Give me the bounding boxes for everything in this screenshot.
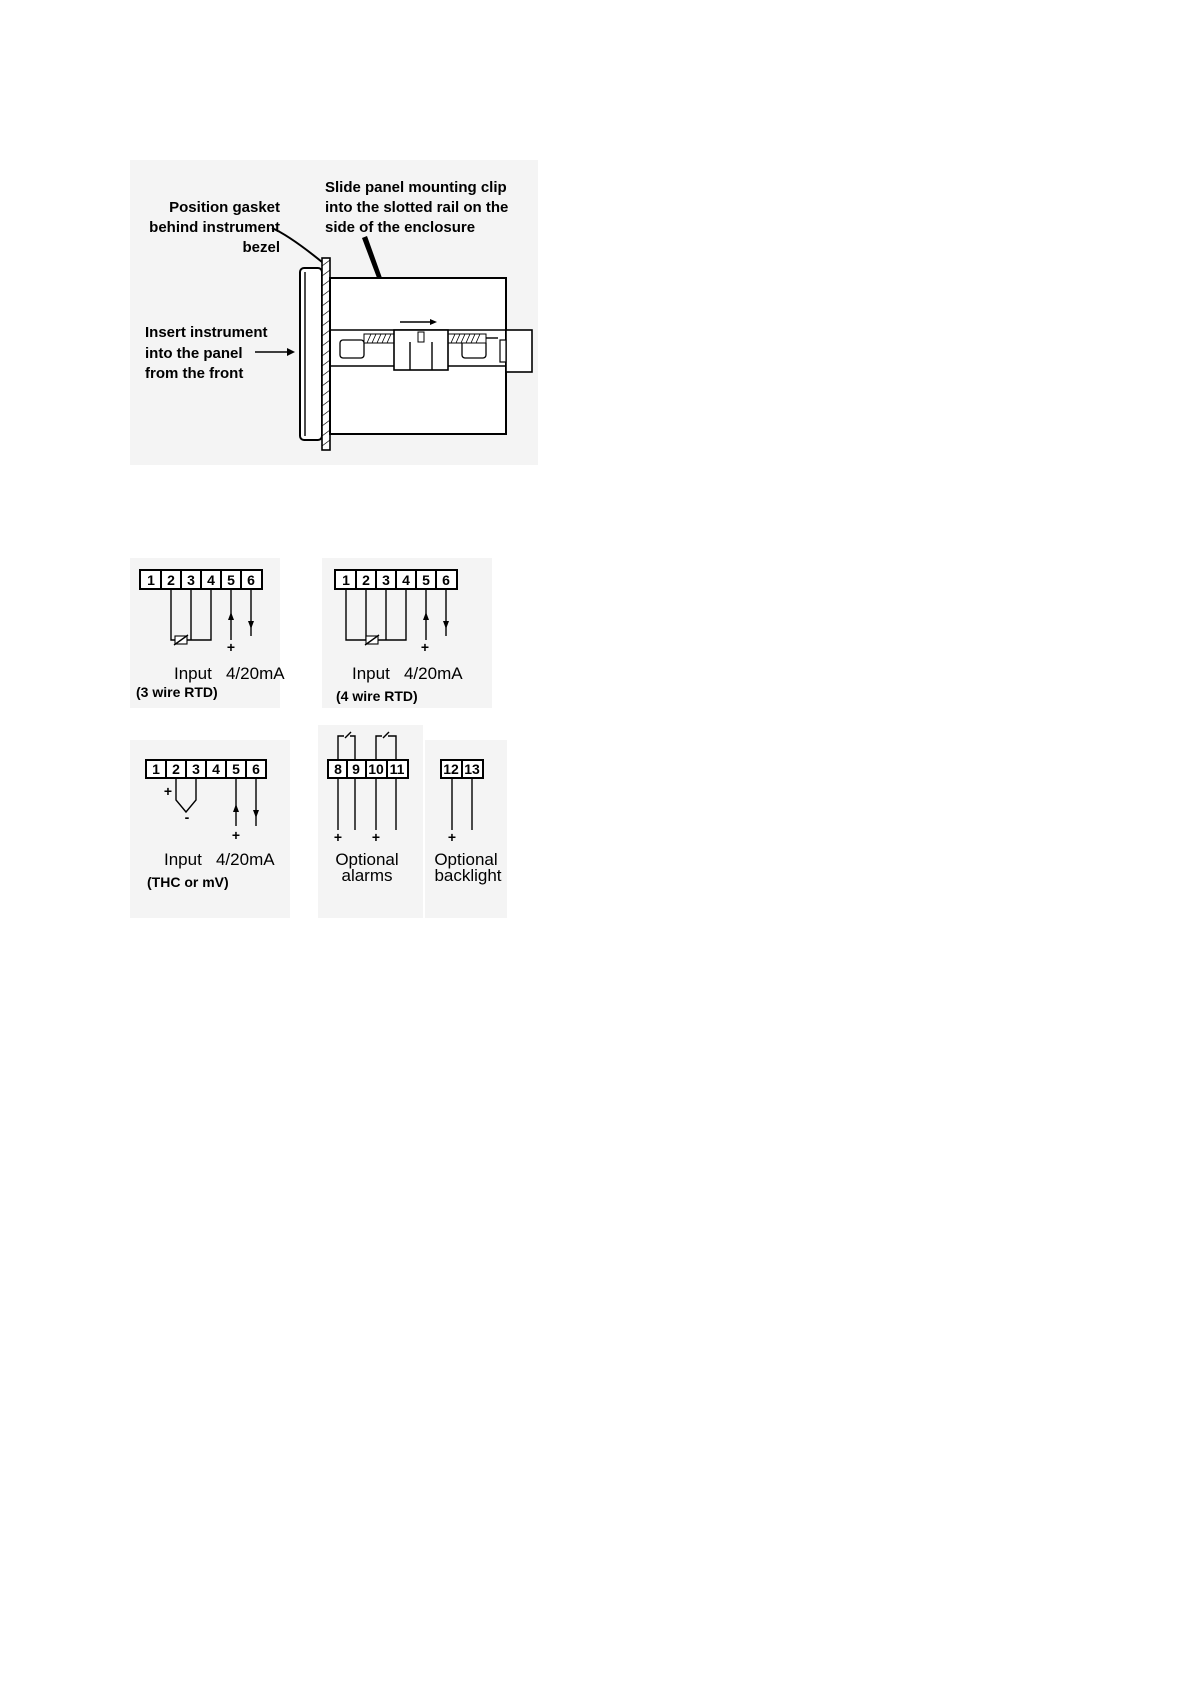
rtd4-subcaption: (4 wire RTD): [336, 688, 418, 704]
terminal-label: 6: [247, 572, 255, 588]
clip-label-line3: side of the enclosure: [325, 219, 476, 236]
rtd4-terminal-block: [335, 570, 457, 589]
terminal-label: 5: [227, 572, 235, 588]
terminal-label: 3: [382, 572, 390, 588]
clip-label-line1: Slide panel mounting clip: [325, 179, 507, 196]
terminal-label: 4: [212, 761, 220, 777]
terminal-label: 6: [442, 572, 450, 588]
terminal-label: 2: [172, 761, 180, 777]
backlight-plus-sign: +: [447, 829, 457, 845]
backlight-caption-line1: Optional: [434, 850, 498, 869]
terminal-label: 8: [334, 761, 342, 777]
alarm1-plus-sign: +: [333, 829, 343, 845]
rear-connector: [506, 330, 532, 372]
terminal-label: 2: [167, 572, 175, 588]
terminal-label: 3: [192, 761, 200, 777]
terminal-label: 10: [368, 761, 384, 777]
alarm2-plus-sign: +: [371, 829, 381, 845]
wiring-optional-backlight: [425, 740, 507, 918]
rtd3-terminal-block: [140, 570, 262, 589]
terminal-label: 13: [464, 761, 480, 777]
alarms-caption-line1: Optional: [335, 850, 399, 869]
gasket-label-line1: Position gasket: [169, 199, 280, 216]
backlight-caption-line2: backlight: [434, 866, 502, 885]
rtd4-plus-sign: +: [420, 639, 430, 655]
rtd4-caption: Input 4/20mA: [352, 664, 463, 683]
connector-collar: [500, 340, 506, 362]
terminal-label: 1: [147, 572, 155, 588]
alarms-caption-line2: alarms: [341, 866, 393, 885]
terminal-label: 5: [232, 761, 240, 777]
thc-subcaption: (THC or mV): [147, 874, 229, 890]
thc-plus-sign-ma: +: [231, 827, 241, 843]
thc-caption: Input 4/20mA: [164, 850, 275, 869]
rtd3-subcaption: (3 wire RTD): [136, 684, 218, 700]
terminal-label: 4: [402, 572, 410, 588]
insert-label-line3: from the front: [145, 365, 244, 382]
clip-notch: [418, 332, 424, 342]
wiring-4-wire-rtd: [322, 558, 492, 708]
terminal-label: 4: [207, 572, 215, 588]
thc-plus-sign: +: [163, 783, 173, 799]
wiring-thc-mv: [130, 740, 290, 918]
backlight-terminal-block: [441, 760, 483, 778]
terminal-label: 6: [252, 761, 260, 777]
terminal-label: 2: [362, 572, 370, 588]
insert-label-line1: Insert instrument: [145, 324, 268, 341]
alarms-background: [318, 725, 423, 918]
terminal-label: 5: [422, 572, 430, 588]
clip-label-line2: into the slotted rail on the: [325, 199, 509, 216]
mounting-diagram: [130, 160, 538, 465]
terminal-label: 1: [152, 761, 160, 777]
rtd3-caption: Input 4/20mA: [174, 664, 285, 683]
terminal-label: 11: [389, 761, 405, 777]
insert-label-line2: into the panel: [145, 345, 243, 362]
gasket-label-line3: bezel: [242, 239, 280, 256]
terminal-label: 9: [352, 761, 360, 777]
alarms-terminal-block: [328, 760, 408, 778]
terminal-label: 12: [443, 761, 459, 777]
wiring-3-wire-rtd: [130, 558, 285, 708]
terminal-label: 3: [187, 572, 195, 588]
rail-slot-left: [340, 340, 364, 358]
terminal-label: 1: [342, 572, 350, 588]
thc-minus-sign: -: [184, 809, 190, 825]
rtd3-plus-sign: +: [226, 639, 236, 655]
instrument-bezel: [300, 268, 322, 440]
thc-terminal-block: [146, 760, 266, 778]
wiring-optional-alarms: [318, 725, 423, 918]
gasket-label-line2: behind instrument: [149, 219, 280, 236]
